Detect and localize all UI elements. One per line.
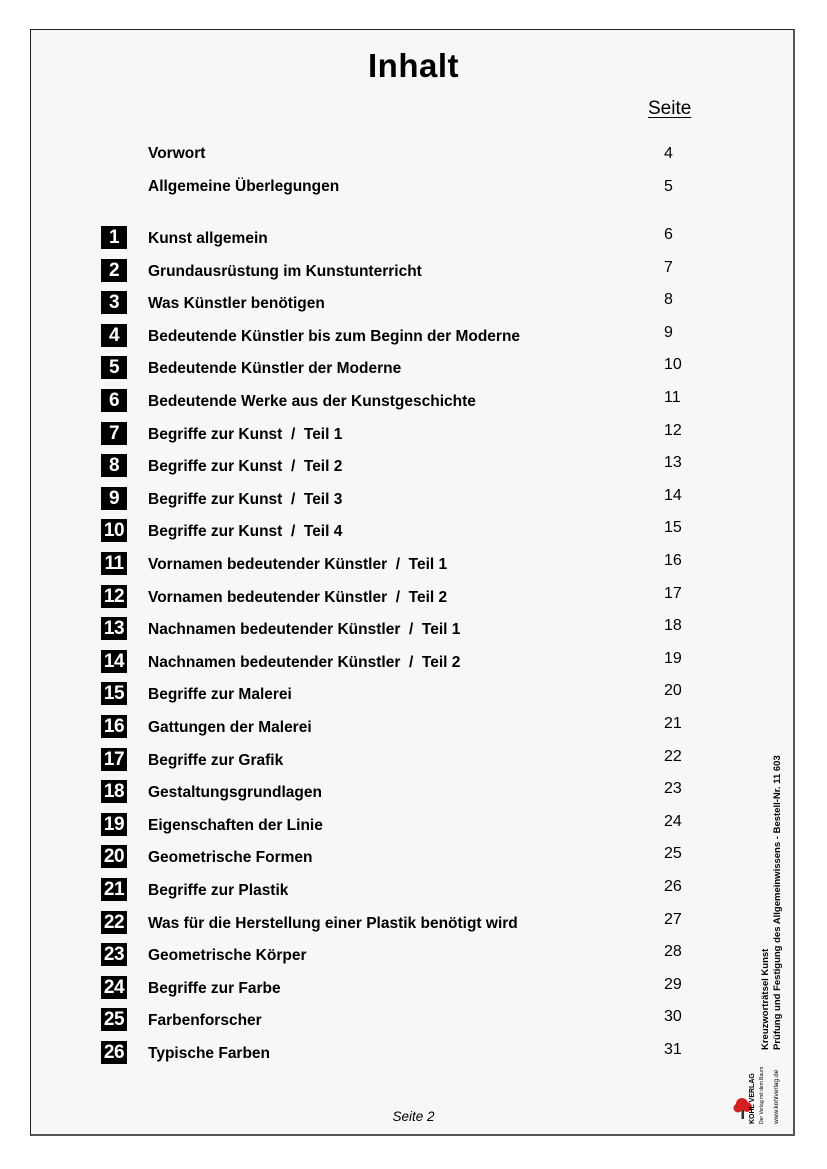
chapter-page-number: 15 (664, 519, 682, 536)
chapter-title: Nachnamen bedeutender Künstler / Teil 1 (148, 621, 461, 638)
chapter-number-badge: 18 (101, 780, 127, 803)
chapter-number-badge: 24 (101, 976, 127, 999)
chapter-title: Vornamen bedeutender Künstler / Teil 1 (148, 556, 448, 573)
chapter-title: Geometrische Körper (148, 947, 307, 964)
toc-intro-page: 5 (664, 178, 673, 195)
chapter-number-badge: 6 (101, 389, 127, 412)
toc-row (0, 813, 827, 837)
toc-row (0, 291, 827, 315)
toc-row (0, 356, 827, 380)
chapter-page-number: 31 (664, 1041, 682, 1058)
chapter-page-number: 17 (664, 585, 682, 602)
chapter-title: Typische Farben (148, 1045, 271, 1062)
chapter-title: Was Künstler benötigen (148, 295, 325, 312)
toc-row (0, 911, 827, 935)
chapter-title: Bedeutende Werke aus der Kunstgeschichte (148, 393, 476, 410)
page-title: Inhalt (368, 47, 459, 84)
side-product-subtitle: Prüfung und Festigung des Allgemeinwissens - Bestell-Nr. 11 603 (772, 755, 783, 1050)
chapter-page-number: 21 (664, 715, 682, 732)
toc-row (0, 943, 827, 967)
chapter-number-badge: 14 (101, 650, 127, 673)
chapter-title: Vornamen bedeutender Künstler / Teil 2 (148, 589, 448, 606)
chapter-page-number: 14 (664, 487, 682, 504)
chapter-number-badge: 2 (101, 259, 127, 282)
chapter-page-number: 9 (664, 324, 673, 341)
toc-row (0, 617, 827, 641)
chapter-number-badge: 13 (101, 617, 127, 640)
chapter-page-number: 26 (664, 878, 682, 895)
toc-row (0, 650, 827, 674)
chapter-title: Begriffe zur Kunst / Teil 3 (148, 491, 343, 508)
chapter-title: Begriffe zur Malerei (148, 686, 292, 703)
chapter-title: Begriffe zur Plastik (148, 882, 289, 899)
chapter-page-number: 12 (664, 422, 682, 439)
chapter-number-badge: 7 (101, 422, 127, 445)
chapter-number-badge: 10 (101, 519, 127, 542)
chapter-page-number: 16 (664, 552, 682, 569)
chapter-page-number: 11 (664, 389, 681, 406)
chapter-title: Bedeutende Künstler der Moderne (148, 360, 402, 377)
toc-intro-page: 4 (664, 145, 673, 162)
side-product-info (760, 720, 784, 1050)
publisher-name: KOHL VERLAG (749, 1073, 756, 1124)
toc-row (0, 878, 827, 902)
chapter-title: Begriffe zur Kunst / Teil 4 (148, 523, 343, 540)
toc-row (0, 682, 827, 706)
chapter-page-number: 19 (664, 650, 682, 667)
chapter-title: Gestaltungsgrundlagen (148, 784, 322, 801)
page-sheet (30, 29, 795, 1136)
toc-row (0, 585, 827, 609)
chapter-title: Begriffe zur Grafik (148, 752, 284, 769)
chapter-page-number: 8 (664, 291, 673, 308)
chapter-title: Eigenschaften der Linie (148, 817, 323, 834)
chapter-title: Bedeutende Künstler bis zum Beginn der Moderne (148, 328, 521, 345)
chapter-page-number: 28 (664, 943, 682, 960)
toc-row (0, 1041, 827, 1065)
chapter-page-number: 29 (664, 976, 682, 993)
chapter-number-badge: 5 (101, 356, 127, 379)
chapter-title: Begriffe zur Farbe (148, 980, 281, 997)
chapter-number-badge: 12 (101, 585, 127, 608)
toc-row (0, 519, 827, 543)
chapter-title: Begriffe zur Kunst / Teil 2 (148, 458, 343, 475)
chapter-number-badge: 17 (101, 748, 127, 771)
chapter-number-badge: 16 (101, 715, 127, 738)
chapter-page-number: 7 (664, 259, 673, 276)
chapter-number-badge: 4 (101, 324, 127, 347)
side-product-title: Kreuzworträtsel Kunst (760, 948, 771, 1050)
chapter-number-badge: 9 (101, 487, 127, 510)
chapter-page-number: 27 (664, 911, 682, 928)
toc-row (0, 976, 827, 1000)
toc-row (0, 552, 827, 576)
chapter-page-number: 30 (664, 1008, 682, 1025)
toc-intro-label: Vorwort (148, 145, 206, 162)
chapter-page-number: 10 (664, 356, 682, 373)
chapter-title: Was für die Herstellung einer Plastik benötigt wird (148, 915, 518, 932)
publisher-logo (733, 1050, 785, 1125)
chapter-title: Geometrische Formen (148, 849, 313, 866)
toc-row (0, 324, 827, 348)
chapter-number-badge: 23 (101, 943, 127, 966)
chapter-number-badge: 8 (101, 454, 127, 477)
toc-row (0, 845, 827, 869)
toc-row (0, 780, 827, 804)
chapter-number-badge: 20 (101, 845, 127, 868)
page-footer: Seite 2 (392, 1109, 435, 1124)
chapter-page-number: 25 (664, 845, 682, 862)
toc-intro-label: Allgemeine Überlegungen (148, 178, 340, 195)
toc-row (0, 487, 827, 511)
toc-row (0, 715, 827, 739)
chapter-number-badge: 25 (101, 1008, 127, 1031)
chapter-page-number: 23 (664, 780, 682, 797)
chapter-number-badge: 11 (101, 552, 127, 575)
toc-row (0, 454, 827, 478)
chapter-number-badge: 19 (101, 813, 127, 836)
chapter-title: Gattungen der Malerei (148, 719, 312, 736)
chapter-title: Farbenforscher (148, 1012, 262, 1029)
chapter-title: Nachnamen bedeutender Künstler / Teil 2 (148, 654, 461, 671)
toc-row (0, 748, 827, 772)
chapter-page-number: 20 (664, 682, 682, 699)
chapter-number-badge: 3 (101, 291, 127, 314)
toc-row (0, 226, 827, 250)
chapter-page-number: 13 (664, 454, 682, 471)
chapter-page-number: 6 (664, 226, 673, 243)
chapter-number-badge: 26 (101, 1041, 127, 1064)
toc-row (0, 422, 827, 446)
page-column-header: Seite (648, 98, 692, 119)
chapter-number-badge: 15 (101, 682, 127, 705)
chapter-page-number: 22 (664, 748, 682, 765)
toc-row (0, 1008, 827, 1032)
chapter-page-number: 24 (664, 813, 682, 830)
toc-row (0, 259, 827, 283)
chapter-number-badge: 22 (101, 911, 127, 934)
publisher-url: www.kohlverlag.de (773, 1069, 780, 1124)
toc-row (0, 389, 827, 413)
chapter-title: Grundausrüstung im Kunstunterricht (148, 263, 422, 280)
publisher-tagline: Der Verlag mit dem Baum (759, 1066, 765, 1124)
chapter-title: Kunst allgemein (148, 230, 268, 247)
chapter-title: Begriffe zur Kunst / Teil 1 (148, 426, 343, 443)
chapter-number-badge: 21 (101, 878, 127, 901)
chapter-page-number: 18 (664, 617, 682, 634)
chapter-number-badge: 1 (101, 226, 127, 249)
